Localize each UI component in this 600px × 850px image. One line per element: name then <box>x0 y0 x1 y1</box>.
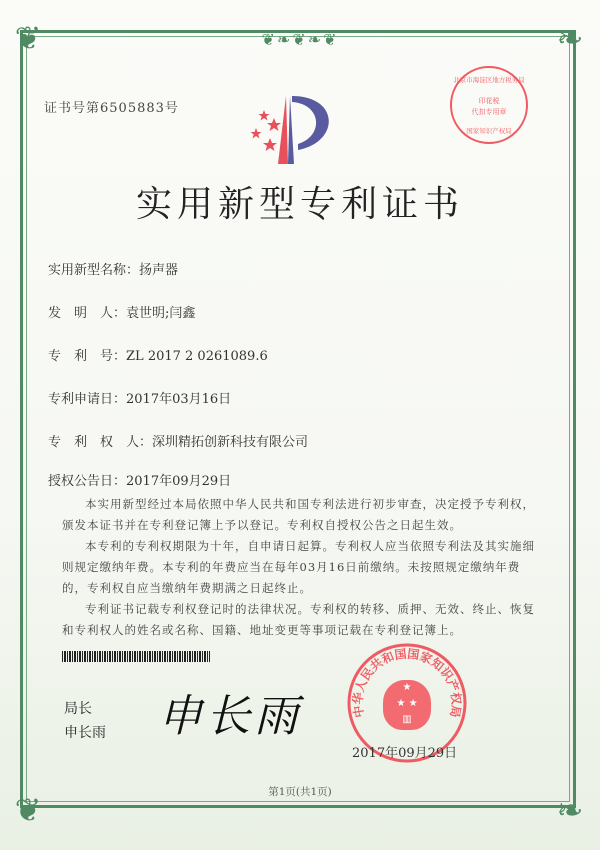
field-filing-date <box>48 388 231 407</box>
page-footer: 第1页(共1页) <box>268 786 332 798</box>
paragraph: 专利证书记载专利权登记时的法律状况。专利权的转移、质押、无效、终止、恢复和专利权人的姓名或名称、国籍、地址变更等事项记载在专利登记簿上。 <box>62 602 535 637</box>
stamp-center-line2: 代扣专用章 <box>471 108 507 116</box>
field-value: 2017年09月29日 <box>126 474 232 489</box>
field-label: 授权公告日： <box>48 474 127 489</box>
paragraph: 本实用新型经过本局依照中华人民共和国专利法进行初步审查，决定授予专利权，颁发本证书并在专利登记簿上予以登记。专利权自授权公告之日起生效。 <box>62 497 535 532</box>
corner-ornament-icon: ❧ <box>556 19 584 57</box>
page-title: 实用新型专利证书 <box>135 184 464 225</box>
field-patentee <box>48 431 308 450</box>
legal-text <box>62 494 540 641</box>
field-label: 发 明 人： <box>48 306 127 321</box>
field-grant-date <box>48 470 231 489</box>
field-value: 深圳精拓创新科技有限公司 <box>152 435 309 450</box>
stamp-ring-top: 北京市海淀区地方税务局 <box>453 76 525 84</box>
director-name: 申长雨 <box>64 725 106 741</box>
stamp-center-line1: 印花税 <box>478 97 500 105</box>
corner-ornament-icon: ❧ <box>556 791 584 829</box>
issue-date: 2017年09月29日 <box>352 746 458 761</box>
field-value: 袁世明;闫鑫 <box>126 306 196 321</box>
certificate-number: 证书号第6505883号 <box>44 101 179 116</box>
barcode <box>62 651 210 662</box>
director-signature: 申长雨 <box>158 691 302 742</box>
field-label: 实用新型名称： <box>48 263 140 278</box>
field-label: 专利申请日： <box>48 392 127 407</box>
stamp-ring-bottom: 国家知识产权局 <box>466 127 512 135</box>
top-ornament-icon: ❦❧❦❧❦ <box>261 30 339 49</box>
director-title: 局长 <box>64 701 92 717</box>
field-name <box>48 259 178 278</box>
field-value: 2017年03月16日 <box>126 392 232 407</box>
corner-ornament-icon: ❦ <box>14 791 42 829</box>
corner-ornament-icon: ❦ <box>14 19 42 57</box>
field-label: 专 利 权 人： <box>48 435 153 450</box>
field-value: 扬声器 <box>139 263 179 278</box>
paragraph: 本专利的专利权期限为十年，自申请日起算。专利权人应当依照专利法及其实施细则规定缴纳年费。本专利的年费应当在每年03月16日前缴纳。未按照规定缴纳年费的，专利权自应当缴纳年费期满之日起终止。 <box>62 539 535 595</box>
cnipa-logo-icon <box>240 92 340 164</box>
field-label: 专 利 号： <box>48 349 127 364</box>
national-emblem-icon: ★ ★ ★ ▥ <box>383 680 431 730</box>
field-value: ZL 2017 2 0261089.6 <box>126 349 268 364</box>
seal-ring-text: 中华人民共和国国家知识产权局 <box>350 646 464 719</box>
stamp-duty-seal <box>450 66 528 144</box>
field-inventors <box>48 302 195 321</box>
field-patent-number <box>48 345 268 364</box>
